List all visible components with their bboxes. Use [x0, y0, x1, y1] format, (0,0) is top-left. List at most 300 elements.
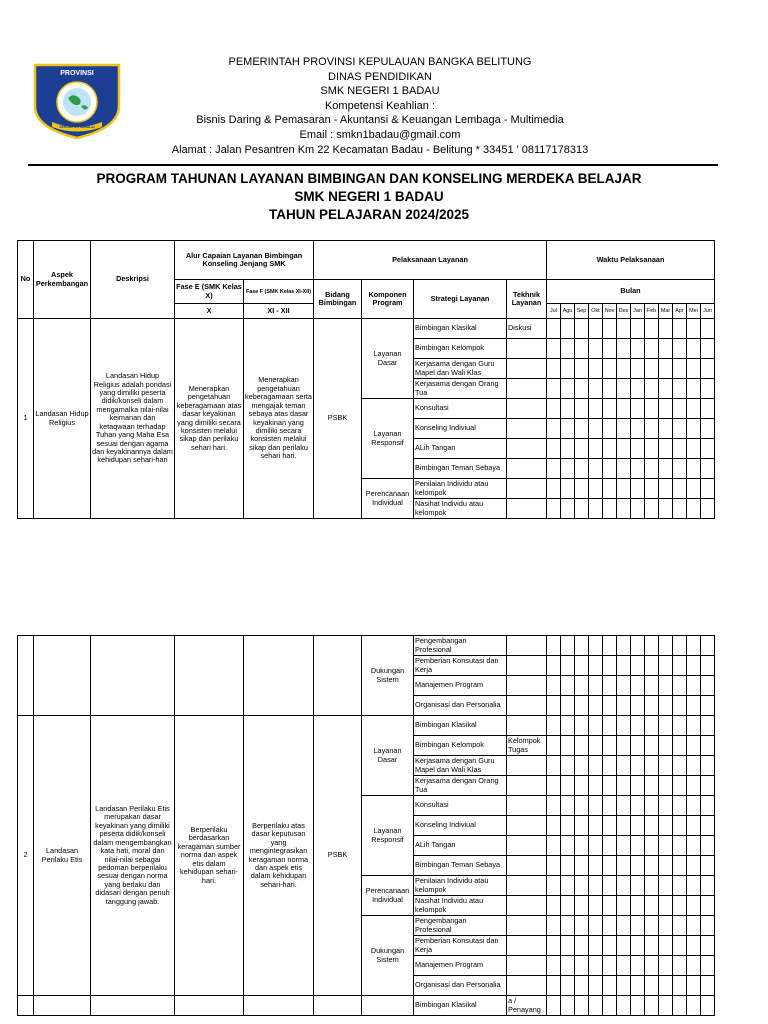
komponen-cell: Perencanaan Individual — [362, 876, 414, 916]
month-cell — [701, 996, 715, 1016]
continued-empty-cell — [175, 996, 244, 1016]
month-cell — [575, 896, 589, 916]
strategi-cell: Kerjasama dengan Orang Tua — [414, 776, 507, 796]
teknik-cell — [507, 956, 547, 976]
month-cell — [687, 796, 701, 816]
teknik-cell — [507, 776, 547, 796]
month-cell — [589, 856, 603, 876]
month-cell — [687, 816, 701, 836]
month-cell — [631, 756, 645, 776]
month-cell — [631, 419, 645, 439]
month-cell — [659, 936, 673, 956]
month-cell — [673, 419, 687, 439]
header-bidang: Bidang Bimbingan — [314, 280, 362, 319]
row-no: 2 — [18, 716, 34, 996]
month-cell — [701, 976, 715, 996]
month-cell — [701, 756, 715, 776]
school-title: SMK NEGERI 1 BADAU — [294, 189, 444, 204]
month-cell — [575, 419, 589, 439]
month-cell — [561, 976, 575, 996]
letterhead-divider — [28, 164, 718, 166]
header-kelas-e: X — [175, 304, 244, 319]
month-cell — [701, 459, 715, 479]
strategi-cell: Kerjasama dengan Guru Mapel dan Wali Klas — [414, 359, 507, 379]
month-cell — [575, 916, 589, 936]
month-cell — [631, 856, 645, 876]
header-teknik: Tekhnik Layanan — [507, 280, 547, 319]
month-cell — [603, 876, 617, 896]
month-cell — [673, 479, 687, 499]
month-cell — [687, 756, 701, 776]
month-cell — [687, 459, 701, 479]
month-cell — [603, 716, 617, 736]
month-cell — [589, 499, 603, 519]
teknik-cell — [507, 856, 547, 876]
teknik-cell — [507, 896, 547, 916]
month-cell — [659, 816, 673, 836]
month-cell — [561, 756, 575, 776]
svg-text:SERUMPUN SEBALAI: SERUMPUN SEBALAI — [59, 125, 95, 129]
month-cell — [547, 996, 561, 1016]
month-cell — [645, 459, 659, 479]
month-cell — [589, 776, 603, 796]
month-cell — [687, 479, 701, 499]
month-cell — [603, 676, 617, 696]
month-cell — [659, 676, 673, 696]
month-cell — [645, 399, 659, 419]
header-waktu: Waktu Pelaksanaan — [547, 241, 715, 280]
month-cell — [561, 399, 575, 419]
month-header: Jul — [547, 304, 561, 319]
month-cell — [631, 836, 645, 856]
month-cell — [561, 419, 575, 439]
program-table-page-1 — [17, 240, 715, 519]
month-cell — [547, 459, 561, 479]
month-cell — [687, 319, 701, 339]
month-cell — [701, 916, 715, 936]
strategi-cell: Bimbingan Teman Sebaya — [414, 459, 507, 479]
month-cell — [561, 896, 575, 916]
month-cell — [645, 956, 659, 976]
strategi-cell: Kerjasama dengan Orang Tua — [414, 379, 507, 399]
month-cell — [659, 996, 673, 1016]
month-cell — [631, 716, 645, 736]
month-cell — [561, 876, 575, 896]
month-cell — [659, 916, 673, 936]
month-cell — [603, 656, 617, 676]
teknik-cell: Kelompok Tugas — [507, 736, 547, 756]
month-cell — [589, 916, 603, 936]
month-cell — [631, 876, 645, 896]
month-cell — [659, 836, 673, 856]
month-cell — [645, 936, 659, 956]
month-cell — [631, 676, 645, 696]
month-cell — [673, 796, 687, 816]
month-cell — [547, 339, 561, 359]
header-strategi: Strategi Layanan — [414, 280, 507, 319]
month-cell — [575, 656, 589, 676]
month-cell — [673, 319, 687, 339]
month-cell — [687, 676, 701, 696]
teknik-cell — [507, 479, 547, 499]
month-cell — [575, 856, 589, 876]
month-cell — [687, 339, 701, 359]
continued-empty-cell — [314, 636, 362, 716]
month-cell — [617, 776, 631, 796]
month-cell — [547, 359, 561, 379]
teknik-cell — [507, 716, 547, 736]
month-cell — [645, 656, 659, 676]
strategi-cell: ALih Tangan — [414, 439, 507, 459]
month-cell — [645, 696, 659, 716]
letterhead — [0, 0, 768, 160]
month-cell — [617, 459, 631, 479]
month-cell — [701, 479, 715, 499]
month-cell — [561, 459, 575, 479]
month-cell — [631, 636, 645, 656]
month-cell — [603, 636, 617, 656]
month-cell — [701, 676, 715, 696]
month-cell — [561, 656, 575, 676]
month-cell — [673, 736, 687, 756]
month-cell — [603, 379, 617, 399]
month-cell — [589, 996, 603, 1016]
month-cell — [701, 896, 715, 916]
month-cell — [645, 339, 659, 359]
month-cell — [617, 916, 631, 936]
fase-e-cell: Berperilaku berdasarkan keragaman sumber norma dan aspek etis dalam kehidupan sehari-hari. — [175, 716, 244, 996]
month-cell — [547, 976, 561, 996]
month-cell — [561, 379, 575, 399]
komponen-cell: Dukungan Sistem — [362, 636, 414, 716]
month-cell — [547, 439, 561, 459]
month-cell — [631, 656, 645, 676]
strategi-cell: Organisasi dan Personalia — [414, 976, 507, 996]
month-cell — [687, 956, 701, 976]
month-cell — [631, 319, 645, 339]
komponen-cell: Layanan Responsif — [362, 399, 414, 479]
teknik-cell — [507, 676, 547, 696]
month-cell — [687, 996, 701, 1016]
month-cell — [631, 796, 645, 816]
month-cell — [631, 916, 645, 936]
month-cell — [659, 419, 673, 439]
month-cell — [603, 419, 617, 439]
teknik-cell — [507, 756, 547, 776]
month-cell — [561, 359, 575, 379]
month-cell — [673, 379, 687, 399]
month-cell — [659, 716, 673, 736]
continued-empty-cell — [18, 996, 34, 1016]
month-cell — [617, 816, 631, 836]
month-cell — [687, 636, 701, 656]
month-cell — [631, 399, 645, 419]
strategi-cell: Bimbingan Kelompok — [414, 736, 507, 756]
month-cell — [617, 796, 631, 816]
month-cell — [687, 439, 701, 459]
month-cell — [687, 856, 701, 876]
month-cell — [589, 976, 603, 996]
month-cell — [673, 936, 687, 956]
month-cell — [687, 379, 701, 399]
komponen-cell: Layanan Dasar — [362, 716, 414, 796]
month-cell — [561, 499, 575, 519]
month-cell — [631, 339, 645, 359]
month-cell — [617, 656, 631, 676]
month-cell — [645, 916, 659, 936]
teknik-cell — [507, 439, 547, 459]
month-cell — [687, 916, 701, 936]
school-line: SMK NEGERI 1 BADAU — [320, 85, 440, 98]
month-cell — [589, 359, 603, 379]
strategi-cell: Pengembangan Profesional — [414, 636, 507, 656]
month-cell — [589, 736, 603, 756]
month-cell — [617, 399, 631, 419]
month-cell — [659, 896, 673, 916]
month-cell — [603, 936, 617, 956]
month-cell — [673, 896, 687, 916]
month-cell — [603, 319, 617, 339]
month-cell — [701, 499, 715, 519]
month-cell — [561, 636, 575, 656]
month-cell — [603, 756, 617, 776]
month-cell — [701, 796, 715, 816]
strategi-cell: Pemberian Konsutasi dan Kerja — [414, 936, 507, 956]
fase-e-cell: Menerapkan pengetahuan keberagamaan atas dasar keyakinan yang dimiliki secara konsisten melalui sikap dan perilaku sehari hari. — [175, 319, 244, 519]
month-cell — [589, 379, 603, 399]
month-cell — [659, 776, 673, 796]
month-cell — [547, 836, 561, 856]
month-cell — [659, 379, 673, 399]
month-cell — [659, 756, 673, 776]
month-cell — [561, 816, 575, 836]
month-cell — [575, 439, 589, 459]
teknik-cell — [507, 816, 547, 836]
komponen-cell: Layanan Responsif — [362, 796, 414, 876]
month-cell — [701, 399, 715, 419]
month-cell — [701, 636, 715, 656]
month-cell — [617, 756, 631, 776]
month-header: Mei — [687, 304, 701, 319]
month-cell — [547, 816, 561, 836]
month-cell — [575, 796, 589, 816]
month-cell — [701, 736, 715, 756]
competency-list: Bisnis Daring & Pemasaran - Akuntansi & Keuangan Lembaga - Multimedia — [196, 114, 564, 127]
month-cell — [701, 836, 715, 856]
address-line: Alamat : Jalan Pesantren Km 22 Kecamatan Badau - Belitung * 33451 ' 08117178313 — [171, 143, 589, 156]
month-cell — [547, 756, 561, 776]
month-cell — [561, 479, 575, 499]
month-cell — [589, 836, 603, 856]
month-cell — [575, 756, 589, 776]
month-cell — [701, 319, 715, 339]
month-cell — [547, 676, 561, 696]
month-cell — [659, 856, 673, 876]
month-cell — [701, 936, 715, 956]
month-cell — [561, 676, 575, 696]
month-cell — [673, 996, 687, 1016]
month-cell — [687, 896, 701, 916]
continued-empty-cell — [91, 636, 175, 716]
program-table-page-2 — [17, 635, 715, 1016]
month-cell — [547, 776, 561, 796]
month-cell — [659, 696, 673, 716]
month-cell — [617, 836, 631, 856]
month-cell — [561, 319, 575, 339]
month-cell — [547, 956, 561, 976]
strategi-cell: Pemberian Konsutasi dan Kerja — [414, 656, 507, 676]
month-cell — [589, 319, 603, 339]
strategi-cell: Pengembangan Profesional — [414, 916, 507, 936]
month-cell — [589, 896, 603, 916]
month-cell — [575, 956, 589, 976]
month-cell — [547, 916, 561, 936]
month-cell — [659, 359, 673, 379]
month-cell — [575, 776, 589, 796]
month-cell — [701, 439, 715, 459]
month-cell — [687, 736, 701, 756]
strategi-cell: Kerjasama dengan Guru Mapel dan Wali Klas — [414, 756, 507, 776]
month-cell — [603, 916, 617, 936]
month-cell — [617, 439, 631, 459]
month-cell — [589, 636, 603, 656]
month-cell — [673, 696, 687, 716]
province-emblem-icon — [32, 62, 122, 140]
month-cell — [617, 696, 631, 716]
header-pelaksanaan: Pelaksanaan Layanan — [314, 241, 547, 280]
month-cell — [673, 359, 687, 379]
month-cell — [561, 996, 575, 1016]
month-cell — [673, 656, 687, 676]
month-cell — [701, 876, 715, 896]
month-cell — [701, 696, 715, 716]
month-cell — [687, 696, 701, 716]
month-header: Des — [617, 304, 631, 319]
month-cell — [617, 636, 631, 656]
month-cell — [659, 399, 673, 419]
month-cell — [631, 379, 645, 399]
month-cell — [673, 776, 687, 796]
month-cell — [589, 876, 603, 896]
teknik-cell — [507, 636, 547, 656]
month-header: Mar — [659, 304, 673, 319]
month-cell — [645, 379, 659, 399]
header-bulan: Bulan — [547, 280, 715, 304]
header-fase-f: Fase F (SMK Kelas XI-XII) — [244, 280, 314, 304]
month-cell — [701, 716, 715, 736]
month-cell — [659, 956, 673, 976]
month-cell — [575, 716, 589, 736]
header-deskripsi: Deskripsi — [91, 241, 175, 319]
month-cell — [673, 339, 687, 359]
komponen-cell: Layanan Dasar — [362, 319, 414, 399]
month-cell — [631, 956, 645, 976]
month-cell — [631, 896, 645, 916]
month-cell — [589, 756, 603, 776]
month-cell — [687, 976, 701, 996]
fase-f-cell: Menerapkan pengetahuan keberagamaan serta mengajak teman sebaya atas dasar keyakinan yang dimiliki secara konsisten melalui sikap dan perilaku sehari hari. — [244, 319, 314, 519]
month-cell — [645, 996, 659, 1016]
month-cell — [547, 896, 561, 916]
month-cell — [687, 419, 701, 439]
month-cell — [645, 836, 659, 856]
month-cell — [645, 419, 659, 439]
month-cell — [659, 796, 673, 816]
bidang-cell: PSBK — [314, 716, 362, 996]
month-header: Agu — [561, 304, 575, 319]
strategi-cell: Manajemen Program — [414, 956, 507, 976]
teknik-cell — [507, 916, 547, 936]
month-header: Sep — [575, 304, 589, 319]
month-cell — [673, 459, 687, 479]
strategi-cell: Konseling Indiviual — [414, 419, 507, 439]
government-line: PEMERINTAH PROVINSI KEPULAUAN BANGKA BELITUNG — [228, 56, 532, 68]
month-cell — [547, 419, 561, 439]
month-cell — [575, 459, 589, 479]
month-cell — [673, 716, 687, 736]
teknik-cell — [507, 499, 547, 519]
month-cell — [659, 339, 673, 359]
deskripsi-cell: Landasan Hidup Religius adalah pondasi yang dimiliki peserta didik/konseli dalam mengamalka nilai-nilai keimanan dan ketaqwaan terhadap Tuhan yang Maha Esa sesuai dengan agama dan keyakinannya dalam kehidupan sehari-hari — [91, 319, 175, 519]
month-cell — [589, 439, 603, 459]
month-cell — [631, 976, 645, 996]
month-cell — [687, 656, 701, 676]
month-cell — [645, 976, 659, 996]
month-cell — [547, 936, 561, 956]
month-cell — [575, 359, 589, 379]
month-cell — [631, 776, 645, 796]
month-cell — [673, 399, 687, 419]
strategi-cell: Manajemen Program — [414, 676, 507, 696]
month-cell — [603, 796, 617, 816]
continued-empty-cell — [314, 996, 362, 1016]
month-cell — [547, 796, 561, 816]
teknik-cell — [507, 399, 547, 419]
teknik-cell — [507, 796, 547, 816]
month-cell — [617, 996, 631, 1016]
month-cell — [589, 816, 603, 836]
month-cell — [687, 836, 701, 856]
month-cell — [603, 776, 617, 796]
header-aspek: Aspek Perkembangan — [34, 241, 91, 319]
strategi-cell: Penilaian Individu atau kelompok — [414, 479, 507, 499]
competency-label: Kompetensi Keahlian : — [324, 99, 436, 112]
month-cell — [575, 479, 589, 499]
month-cell — [575, 379, 589, 399]
month-cell — [673, 976, 687, 996]
month-cell — [547, 656, 561, 676]
month-cell — [673, 756, 687, 776]
month-cell — [645, 756, 659, 776]
month-cell — [659, 636, 673, 656]
month-cell — [547, 399, 561, 419]
komponen-cell: Perencanaan Individual — [362, 479, 414, 519]
month-cell — [617, 499, 631, 519]
month-cell — [589, 676, 603, 696]
month-header: Apr — [673, 304, 687, 319]
document-titles — [0, 170, 738, 224]
month-cell — [617, 876, 631, 896]
month-cell — [659, 479, 673, 499]
strategi-cell: Bimbingan Klasikal — [414, 996, 507, 1016]
strategi-cell: Bimbingan Klasikal — [414, 319, 507, 339]
month-cell — [673, 956, 687, 976]
month-cell — [645, 479, 659, 499]
month-cell — [687, 936, 701, 956]
header-no: No — [18, 241, 34, 319]
month-cell — [673, 916, 687, 936]
month-cell — [617, 676, 631, 696]
